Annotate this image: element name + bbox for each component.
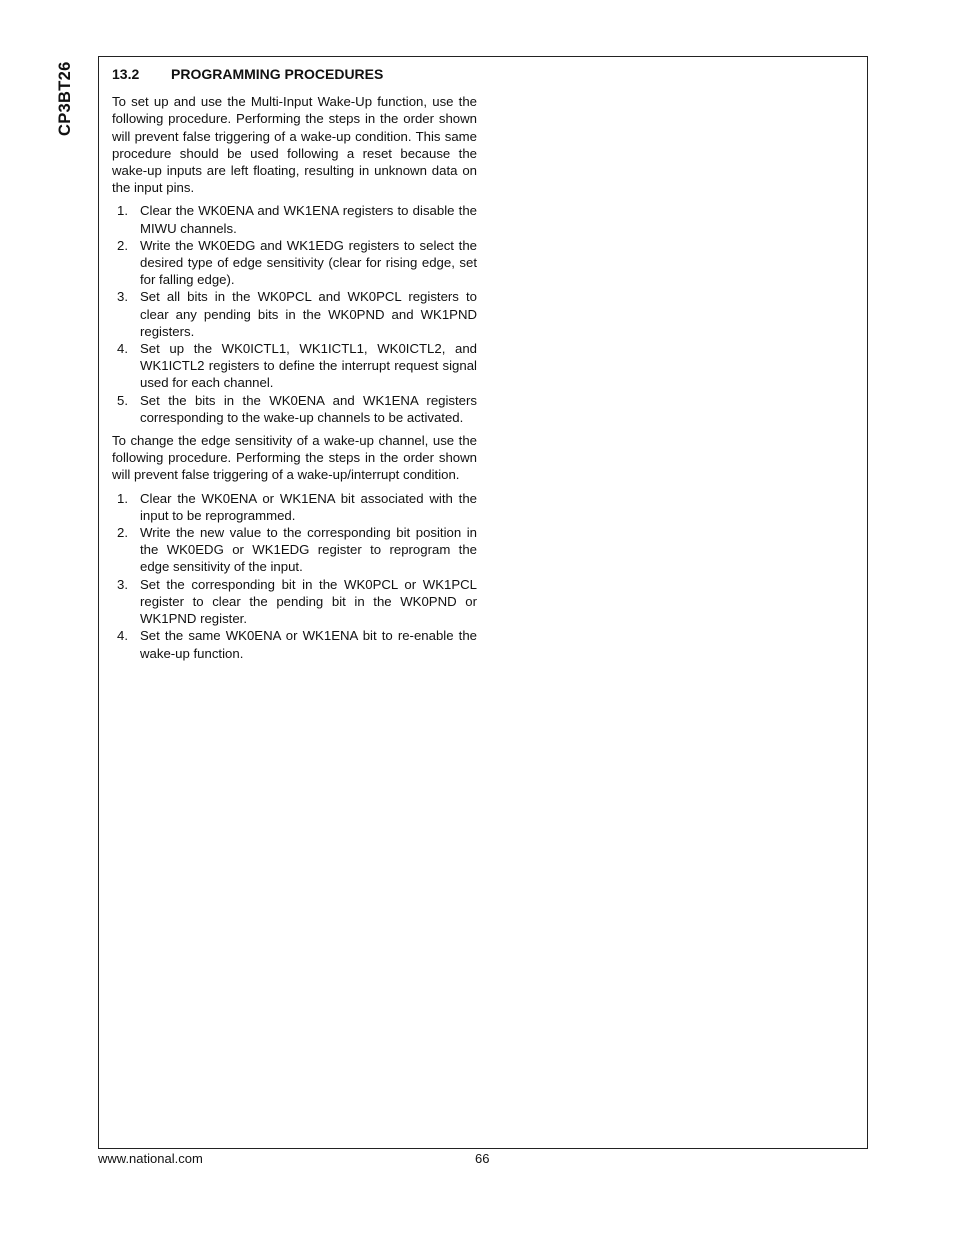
intro-paragraph: To set up and use the Multi-Input Wake-Up function, use the following procedure. Performing the steps in the order shown will prevent false triggering of a wake-up condition. This same procedure should be used following a reset because the wake-up inputs are left floating, resulting in unknown data on the input pins. [112,94,477,196]
footer-page-number: 66 [475,1151,490,1166]
step-number: 1. [117,203,128,219]
list-item [112,340,477,392]
step-text: Set up the WK0ICTL1, WK1ICTL1, WK0ICTL2, and WK1ICTL2 registers to define the interrupt request signal used for each channel. [140,341,477,391]
list-item [112,237,477,289]
document-side-title: CP3BT26 [56,61,74,136]
list-item [112,490,477,524]
step-text: Write the WK0EDG and WK1EDG registers to select the desired type of edge sensitivity (clear for rising edge, set for falling edge). [140,237,477,288]
step-text: Set the same WK0ENA or WK1ENA bit to re-enable the wake-up function. [140,628,477,661]
change-paragraph: To change the edge sensitivity of a wake-up channel, use the following procedure. Performing the steps in the order shown will prevent false triggering of a wake-up/interrupt condition. [112,433,477,483]
change-steps-list [112,490,477,662]
list-item [112,627,477,661]
step-number: 1. [117,490,128,506]
setup-steps-list [112,202,477,426]
section-number: 13.2 [112,66,140,82]
main-text-column [112,64,477,668]
step-number: 2. [117,237,128,253]
step-text: Clear the WK0ENA or WK1ENA bit associated with the input to be reprogrammed. [140,490,477,523]
list-item [112,576,477,628]
step-text: Clear the WK0ENA and WK1ENA registers to disable the MIWU channels. [140,203,477,236]
step-text: Set all bits in the WK0PCL and WK0PCL registers to clear any pending bits in the WK0PND and WK1PND registers. [140,289,477,339]
section-title: PROGRAMMING PROCEDURES [171,66,384,82]
list-item [112,392,477,426]
step-number: 4. [117,341,128,357]
list-item [112,288,477,340]
list-item [112,202,477,236]
step-text: Set the bits in the WK0ENA and WK1ENA registers corresponding to the wake-up channels to be activated. [140,392,477,425]
step-number: 3. [117,289,128,305]
step-text: Set the corresponding bit in the WK0PCL or WK1PCL register to clear the pending bit in the WK0PND or WK1PND register. [140,576,477,627]
footer-website-link[interactable]: www.national.com [98,1151,203,1166]
step-number: 3. [117,576,128,592]
step-number: 2. [117,525,128,541]
list-item [112,524,477,576]
step-number: 5. [117,392,128,408]
step-text: Write the new value to the corresponding bit position in the WK0EDG or WK1EDG register to reprogram the edge sensitivity of the input. [140,525,477,575]
step-number: 4. [117,628,128,644]
section-heading [112,66,477,83]
